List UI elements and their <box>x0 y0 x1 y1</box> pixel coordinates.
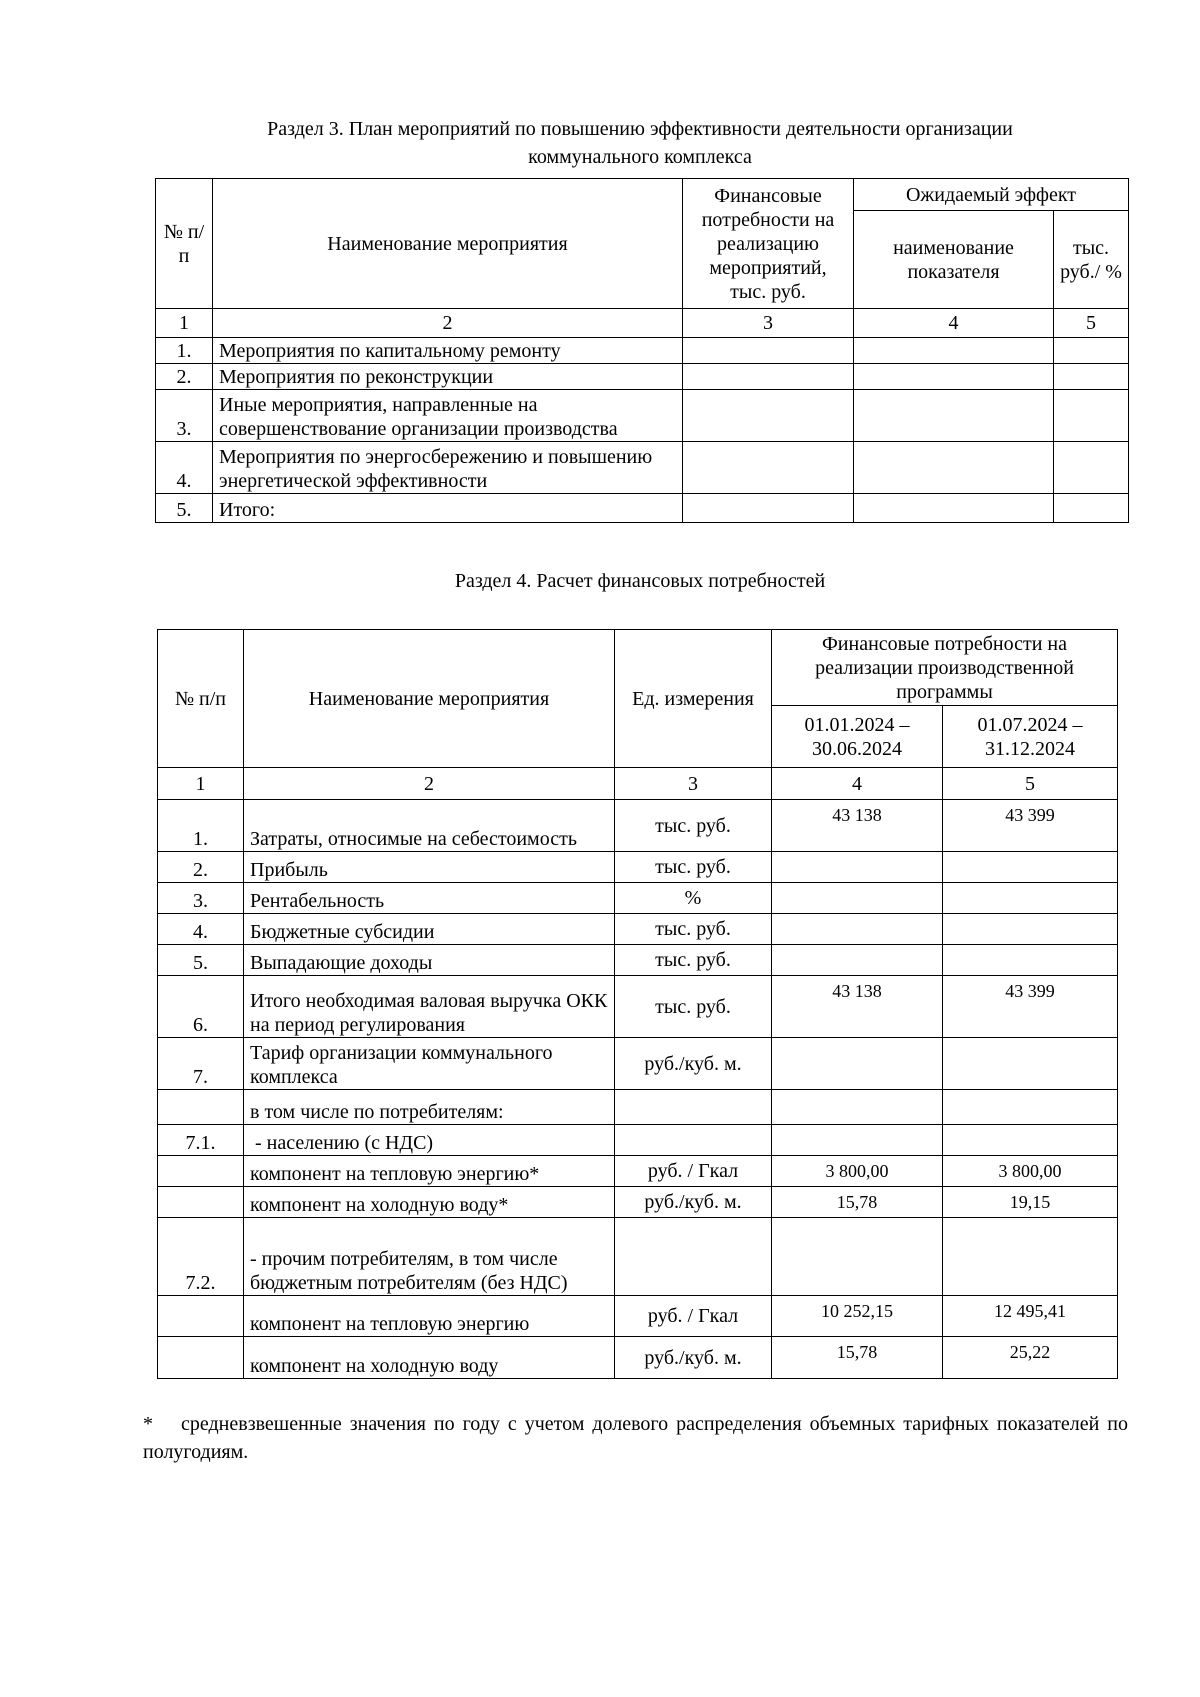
row-name: Рентабельность <box>244 883 615 914</box>
row-num: 6. <box>158 976 244 1038</box>
table-row <box>158 1187 1118 1218</box>
table-row <box>158 800 1118 852</box>
row-name: Бюджетные субсидии <box>244 914 615 945</box>
row-unit: тыс. руб. <box>615 800 772 852</box>
row-name: Итого: <box>213 494 683 523</box>
row-name: Затраты, относимые на себестоимость <box>244 800 615 852</box>
row-period2: 43 399 <box>943 800 1118 852</box>
row-unit: тыс. руб. <box>615 976 772 1038</box>
row-unit: руб. / Гкал <box>615 1296 772 1337</box>
col-number: 2 <box>213 309 683 338</box>
row-period2: 43 399 <box>943 976 1118 1038</box>
row-num <box>158 1090 244 1125</box>
row-period1: 15,78 <box>772 1187 943 1218</box>
section3-title-line2: коммунального комплекса <box>528 146 752 168</box>
row-fin <box>683 364 854 390</box>
table-row <box>158 1296 1118 1337</box>
row-period1 <box>772 1090 943 1125</box>
col-number: 1 <box>158 768 244 800</box>
table-row <box>156 494 1129 523</box>
row-indicator <box>854 494 1054 523</box>
row-num <box>158 1187 244 1218</box>
header-name: Наименование мероприятия <box>244 630 615 768</box>
header-num: № п/п <box>156 179 213 309</box>
col-number: 4 <box>854 309 1054 338</box>
row-fin <box>683 338 854 364</box>
header-period2: 01.07.2024 – 31.12.2024 <box>943 706 1118 768</box>
row-period2 <box>943 1125 1118 1156</box>
header-fin: Финансовые потребности на реализацию мероприятий, тыс. руб. <box>683 179 854 309</box>
footnote-marker: * <box>143 1413 153 1435</box>
row-period2: 19,15 <box>943 1187 1118 1218</box>
row-name: Иные мероприятия, направленные на совершенствование организации производства <box>213 390 683 442</box>
row-unit: руб./куб. м. <box>615 1187 772 1218</box>
header-name: Наименование мероприятия <box>213 179 683 309</box>
row-num: 7. <box>158 1038 244 1090</box>
header-unit: тыс. руб./ % <box>1054 211 1129 309</box>
row-period1: 43 138 <box>772 976 943 1038</box>
col-number: 2 <box>244 768 615 800</box>
row-period1: 15,78 <box>772 1337 943 1379</box>
row-unit: руб. / Гкал <box>615 1156 772 1187</box>
row-unit: тыс. руб. <box>615 914 772 945</box>
row-fin <box>683 494 854 523</box>
row-name: Мероприятия по капитальному ремонту <box>213 338 683 364</box>
row-unit: тыс. руб. <box>615 852 772 883</box>
table-row <box>158 852 1118 883</box>
row-fin <box>683 442 854 494</box>
row-indicator <box>854 390 1054 442</box>
row-period1: 10 252,15 <box>772 1296 943 1337</box>
table-row <box>158 976 1118 1038</box>
table-row <box>158 1038 1118 1090</box>
row-period2: 12 495,41 <box>943 1296 1118 1337</box>
row-period1 <box>772 852 943 883</box>
row-period1 <box>772 1125 943 1156</box>
row-num: 5. <box>158 945 244 976</box>
row-unit <box>1054 494 1129 523</box>
row-period2 <box>943 914 1118 945</box>
col-number: 1 <box>156 309 213 338</box>
footnote <box>143 1410 1128 1466</box>
row-num <box>158 1156 244 1187</box>
row-period1: 3 800,00 <box>772 1156 943 1187</box>
row-unit <box>615 1125 772 1156</box>
section3-title <box>155 115 1125 171</box>
row-name: Выпадающие доходы <box>244 945 615 976</box>
header-unit: Ед. измерения <box>615 630 772 768</box>
row-period2: 25,22 <box>943 1337 1118 1379</box>
table-row <box>158 1218 1118 1296</box>
row-unit <box>615 1090 772 1125</box>
row-name: Итого необходимая валовая выручка ОКК на период регулирования <box>244 976 615 1038</box>
row-period1 <box>772 914 943 945</box>
col-number: 5 <box>1054 309 1129 338</box>
row-unit <box>1054 364 1129 390</box>
section3-table <box>155 178 1129 523</box>
section4-table <box>157 629 1118 1379</box>
row-unit: руб./куб. м. <box>615 1038 772 1090</box>
row-num: 1. <box>156 338 213 364</box>
footnote-text: средневзвешенные значения по году с учетом долевого распределения объемных тарифных показателей по полугодиям. <box>143 1413 1128 1463</box>
row-unit: руб./куб. м. <box>615 1337 772 1379</box>
row-num: 7.2. <box>158 1218 244 1296</box>
table-row <box>156 390 1129 442</box>
row-period2 <box>943 883 1118 914</box>
row-period2: 3 800,00 <box>943 1156 1118 1187</box>
row-period1 <box>772 945 943 976</box>
header-effect: Ожидаемый эффект <box>854 179 1129 211</box>
table-row <box>158 1125 1118 1156</box>
row-period1 <box>772 1038 943 1090</box>
row-unit: % <box>615 883 772 914</box>
row-name: компонент на тепловую энергию <box>244 1296 615 1337</box>
row-name: в том числе по потребителям: <box>244 1090 615 1125</box>
table-row <box>158 1337 1118 1379</box>
row-unit <box>1054 442 1129 494</box>
col-number: 3 <box>615 768 772 800</box>
row-period2 <box>943 852 1118 883</box>
table-row <box>156 364 1129 390</box>
row-period2 <box>943 1038 1118 1090</box>
table-row <box>158 1090 1118 1125</box>
row-name: Мероприятия по энергосбережению и повышению энергетической эффективности <box>213 442 683 494</box>
header-fin: Финансовые потребности на реализации производственной программы <box>772 630 1118 706</box>
row-num: 4. <box>156 442 213 494</box>
header-period1: 01.01.2024 – 30.06.2024 <box>772 706 943 768</box>
col-number: 5 <box>943 768 1118 800</box>
row-name: компонент на тепловую энергию* <box>244 1156 615 1187</box>
row-name: - прочим потребителям, в том числе бюджетным потребителям (без НДС) <box>244 1218 615 1296</box>
header-num: № п/п <box>158 630 244 768</box>
row-unit <box>1054 338 1129 364</box>
row-name: Мероприятия по реконструкции <box>213 364 683 390</box>
section4-title: Раздел 4. Расчет финансовых потребностей <box>454 570 826 592</box>
col-number: 3 <box>683 309 854 338</box>
col-number: 4 <box>772 768 943 800</box>
row-indicator <box>854 364 1054 390</box>
row-period1 <box>772 883 943 914</box>
row-name: Тариф организации коммунального комплекса <box>244 1038 615 1090</box>
row-name: - населению (с НДС) <box>244 1125 615 1156</box>
row-period2 <box>943 1218 1118 1296</box>
row-num: 7.1. <box>158 1125 244 1156</box>
row-indicator <box>854 338 1054 364</box>
row-num: 3. <box>156 390 213 442</box>
row-num <box>158 1337 244 1379</box>
row-num: 3. <box>158 883 244 914</box>
table-row <box>156 442 1129 494</box>
table-row <box>158 914 1118 945</box>
header-indicator: наименование показателя <box>854 211 1054 309</box>
row-fin <box>683 390 854 442</box>
row-num: 4. <box>158 914 244 945</box>
row-unit <box>1054 390 1129 442</box>
row-period2 <box>943 1090 1118 1125</box>
table-row <box>158 945 1118 976</box>
row-num <box>158 1296 244 1337</box>
row-num: 5. <box>156 494 213 523</box>
row-indicator <box>854 442 1054 494</box>
row-num: 2. <box>156 364 213 390</box>
section3-title-line1: Раздел 3. План мероприятий по повышению эффективности деятельности организации <box>267 118 1013 140</box>
row-unit <box>615 1218 772 1296</box>
table-row <box>156 338 1129 364</box>
row-period1 <box>772 1218 943 1296</box>
table-row <box>158 1156 1118 1187</box>
row-num: 2. <box>158 852 244 883</box>
row-period1: 43 138 <box>772 800 943 852</box>
row-name: компонент на холодную воду* <box>244 1187 615 1218</box>
table-row <box>158 883 1118 914</box>
row-period2 <box>943 945 1118 976</box>
row-name: компонент на холодную воду <box>244 1337 615 1379</box>
row-num: 1. <box>158 800 244 852</box>
row-name: Прибыль <box>244 852 615 883</box>
row-unit: тыс. руб. <box>615 945 772 976</box>
